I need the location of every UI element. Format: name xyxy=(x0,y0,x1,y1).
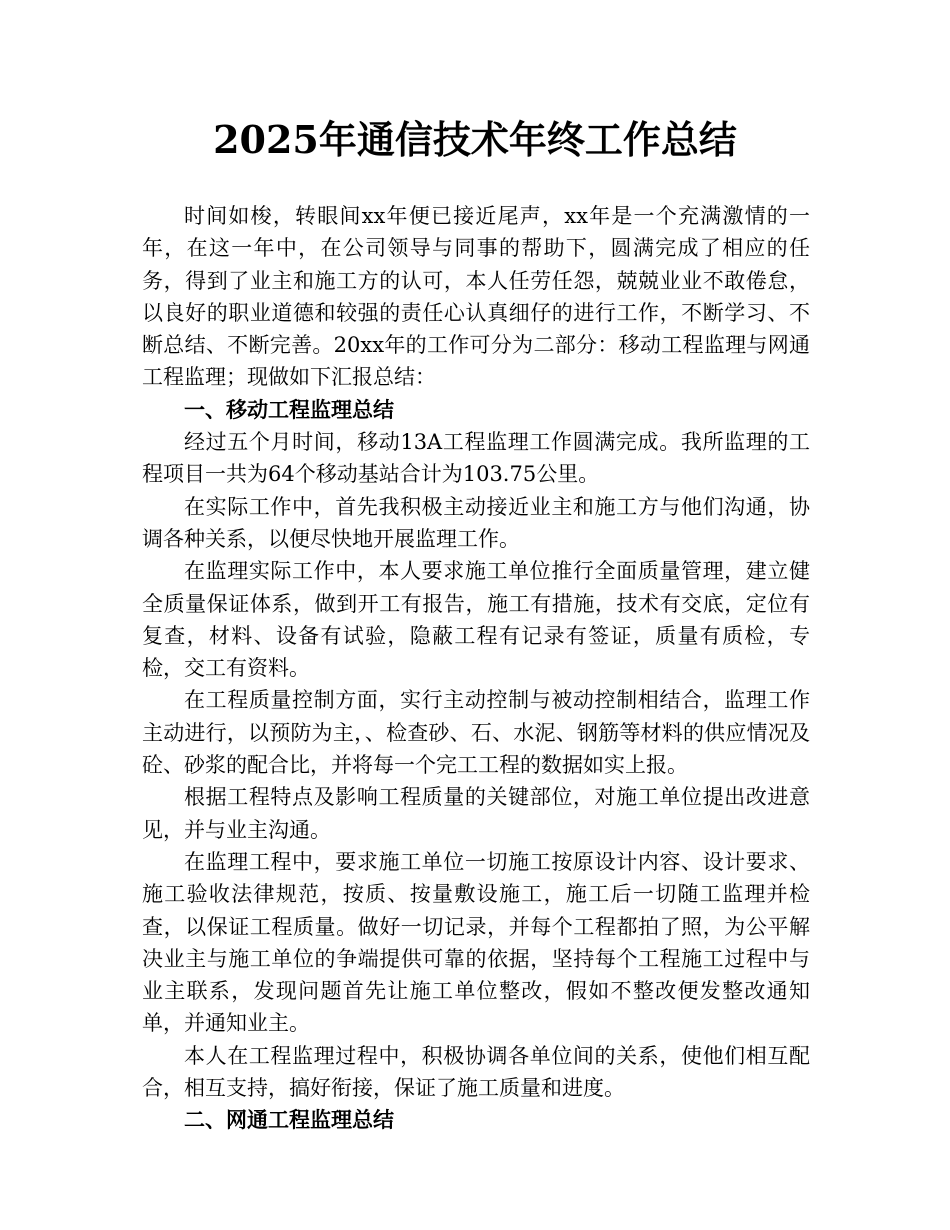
paragraph: 在监理实际工作中，本人要求施工单位推行全面质量管理，建立健全质量保证体系，做到开工有报告，施工有措施，技术有交底，定位有复查，材料、设备有试验，隐蔽工程有记录有签证，质量有质检，专检，交工有资料。 xyxy=(142,559,810,681)
document-body xyxy=(142,200,810,1137)
paragraph: 根据工程特点及影响工程质量的关键部位，对施工单位提出改进意见，并与业主沟通。 xyxy=(142,785,810,842)
paragraph: 本人在工程监理过程中，积极协调各单位间的关系，使他们相互配合，相互支持，搞好衔接，保证了施工质量和进度。 xyxy=(142,1043,810,1101)
section-heading-mobile: 一、移动工程监理总结 xyxy=(184,396,394,422)
paragraph-intro: 时间如梭，转眼间xx年便已接近尾声，xx年是一个充满激情的一年，在这一年中，在公司领导与同事的帮助下，圆满完成了相应的任务，得到了业主和施工方的认可，本人任劳任怨，兢兢业业不敢倦怠，以良好的职业道德和较强的责任心认真细仔的进行工作，不断学习、不断总结、不断完善。20xx年的工作可分为二部分：移动工程监理与网通工程监理；现做如下汇报总结： xyxy=(142,204,810,390)
section-heading-netcom: 二、网通工程监理总结 xyxy=(184,1107,394,1133)
paragraph: 在监理工程中，要求施工单位一切施工按原设计内容、设计要求、施工验收法律规范，按质、按量敷设施工，施工后一切随工监理并检查，以保证工程质量。做好一切记录，并每个工程都拍了照，为公平解决业主与施工单位的争端提供可靠的依据，坚持每个工程施工过程中与业主联系，发现问题首先让施工单位整改，假如不整改便发整改通知单，并通知业主。 xyxy=(142,849,810,1036)
paragraph: 在实际工作中，首先我积极主动接近业主和施工方与他们沟通，协调各种关系，以便尽快地开展监理工作。 xyxy=(142,494,810,551)
document-title: 2025年通信技术年终工作总结 xyxy=(213,117,737,162)
paragraph: 经过五个月时间，移动13A工程监理工作圆满完成。我所监理的工程项目一共为64个移动基站合计为103.75公里。 xyxy=(142,430,810,487)
paragraph: 在工程质量控制方面，实行主动控制与被动控制相结合，监理工作主动进行，以预防为主，、检查砂、石、水泥、钢筋等材料的供应情况及砼、砂浆的配合比，并将每一个完工工程的数据如实上报。 xyxy=(142,688,810,778)
